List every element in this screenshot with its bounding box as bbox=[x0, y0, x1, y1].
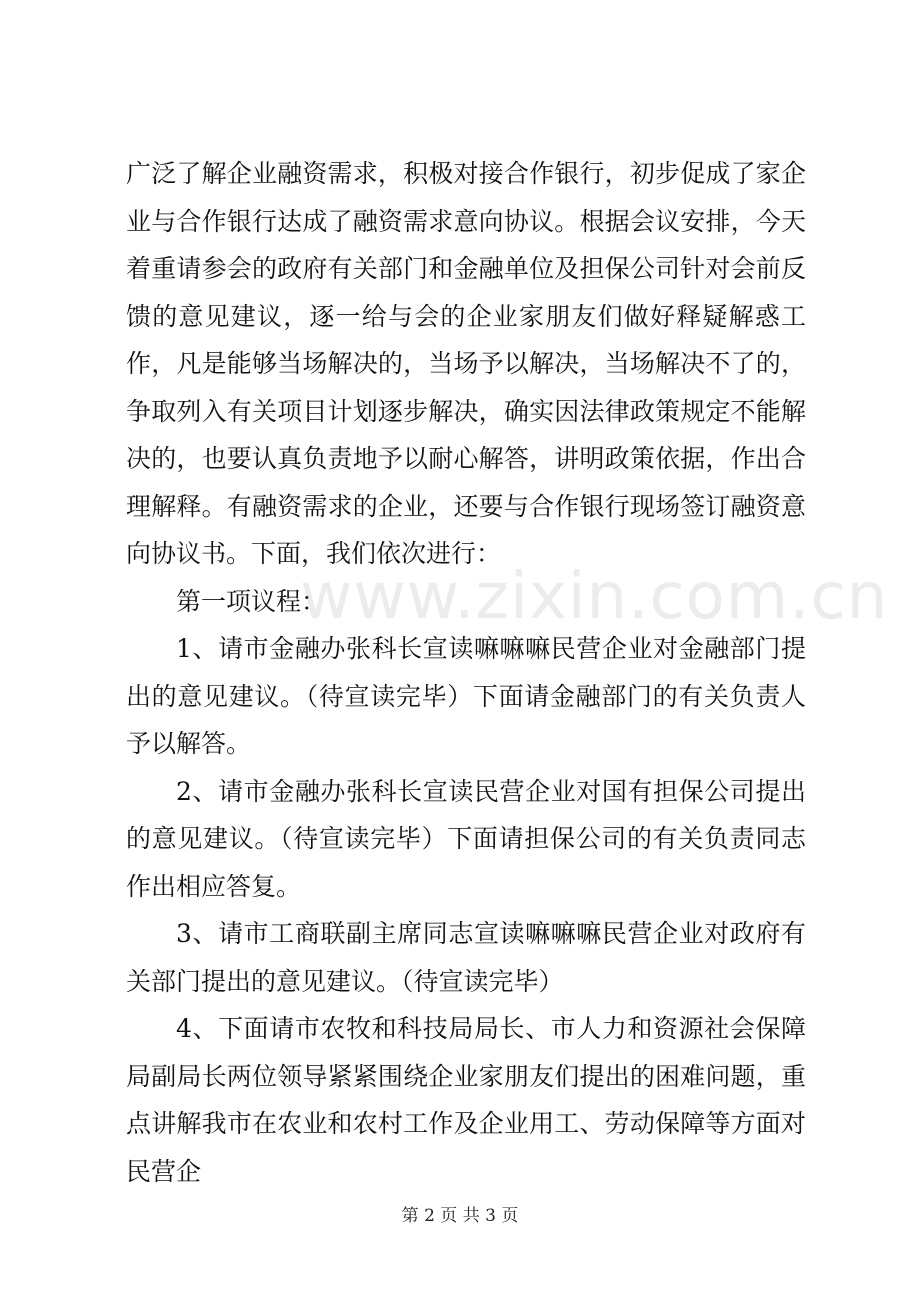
page-indicator: 第 2 页 共 3 页 bbox=[401, 1206, 519, 1226]
paragraph-item-3: 3、请市工商联副主席同志宣读嘛嘛嘛民营企业对政府有关部门提出的意见建议。（待宣读完毕） bbox=[126, 919, 806, 996]
page-footer bbox=[0, 1201, 920, 1226]
paragraph-item-4: 4、下面请市农牧和科技局局长、市人力和资源社会保障局副局长两位领导紧紧围绕企业家朋友们提出的困难问题，重点讲解我市在农业和农村工作及企业用工、劳动保障等方面对民营企 bbox=[126, 1014, 806, 1186]
paragraph-item-2: 2、请市金融办张科长宣读民营企业对国有担保公司提出的意见建议。（待宣读完毕）下面请担保公司的有关负责同志作出相应答复。 bbox=[126, 776, 806, 901]
paragraph-item-1: 1、请市金融办张科长宣读嘛嘛嘛民营企业对金融部门提出的意见建议。（待宣读完毕）下面请金融部门的有关负责人予以解答。 bbox=[126, 634, 806, 758]
watermark: www.zixin.com.cn bbox=[300, 560, 889, 634]
paragraph-intro: 广泛了解企业融资需求，积极对接合作银行，初步促成了家企业与合作银行达成了融资需求意向协议。根据会议安排，今天着重请参会的政府有关部门和金融单位及担保公司针对会前反馈的意见建议，逐一给与会的企业家朋友们做好释疑解惑工作，凡是能够当场解决的，当场予以解决，当场解决不了的，争取列入有关项目计划逐步解决，确实因法律政策规定不能解决的，也要认真负责地予以耐心解答，讲明政策依据，作出合理解释。有融资需求的企业，还要与合作银行现场签订融资意向协议书。下面，我们依次进行： bbox=[126, 159, 806, 568]
document-body bbox=[126, 150, 806, 1195]
paragraph-agenda-heading: 第一项议程： bbox=[176, 586, 327, 616]
